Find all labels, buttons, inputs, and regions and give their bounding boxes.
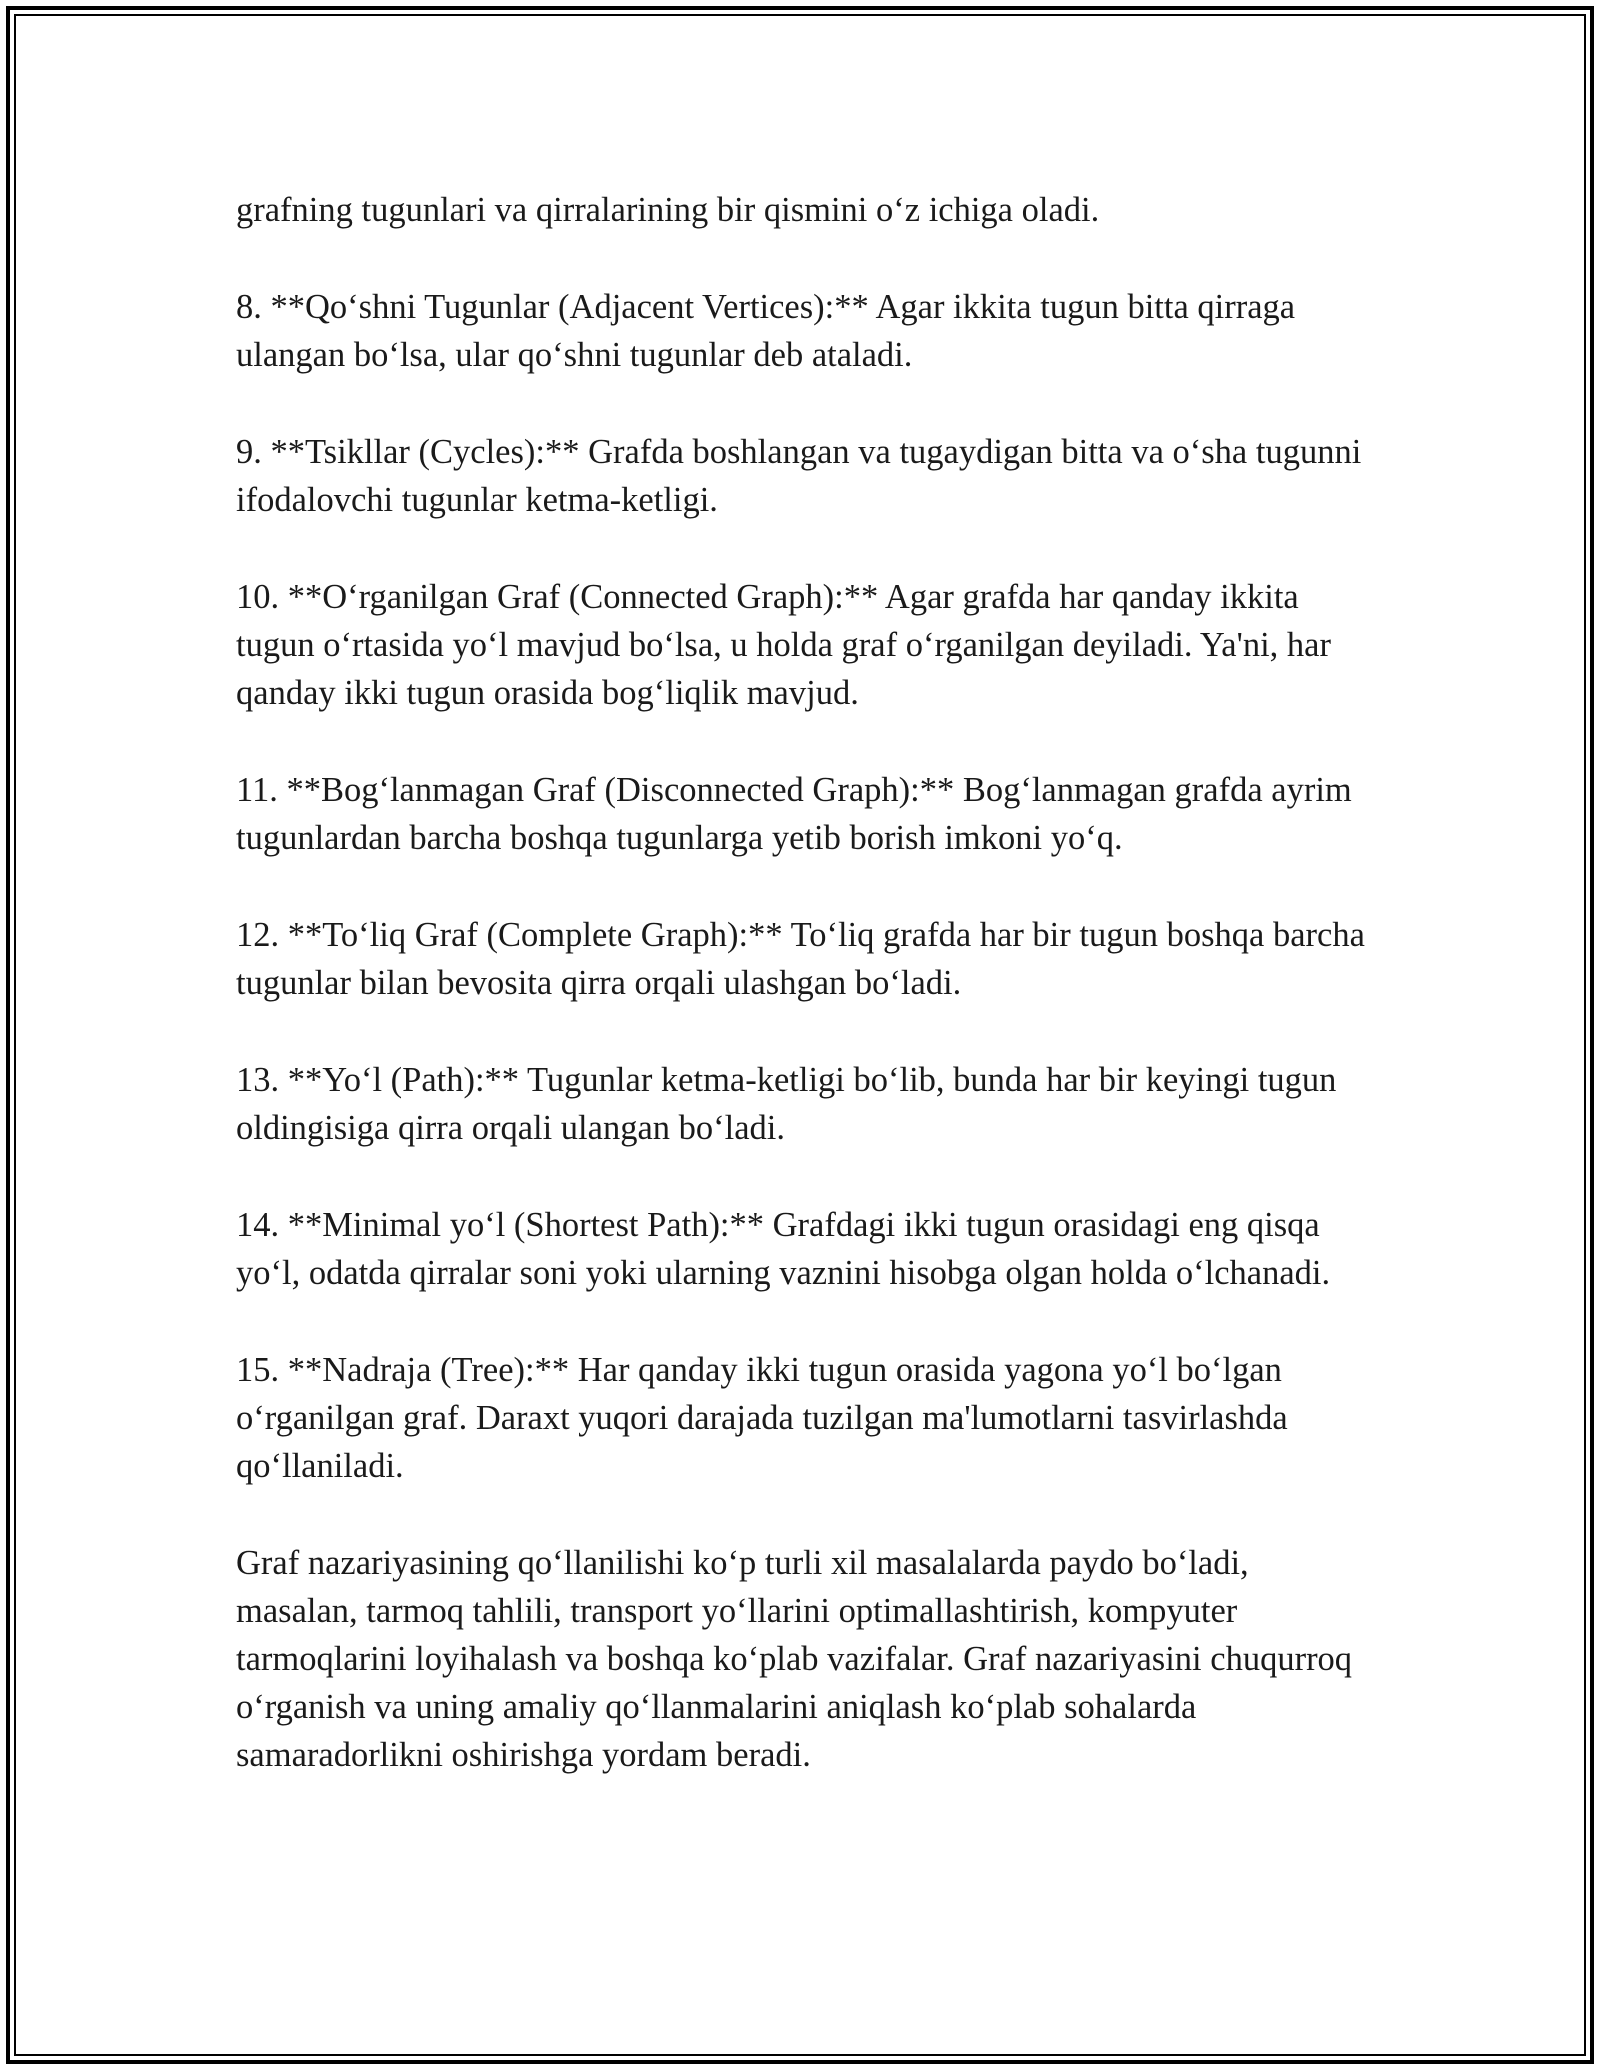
paragraph-tree: 15. **Nadraja (Tree):** Har qanday ikki tugun orasida yagona yo‘l bo‘lgan o‘rganilgan graf. Daraxt yuqori darajada tuzilgan ma'lumotlarni tasvirlashda qo‘llaniladi. <box>236 1351 1288 1485</box>
paragraph-complete-graph: 12. **To‘liq Graf (Complete Graph):** To‘liq grafda har bir tugun boshqa barcha tugunlar bilan bevosita qirra orqali ulashgan bo‘ladi. <box>236 916 1365 1002</box>
paragraph-path: 13. **Yo‘l (Path):** Tugunlar ketma-ketligi bo‘lib, bunda har bir keyingi tugun oldingisiga qirra orqali ulangan bo‘ladi. <box>236 1061 1337 1147</box>
paragraph-disconnected-graph: 11. **Bog‘lanmagan Graf (Disconnected Graph):** Bog‘lanmagan grafda ayrim tugunlardan barcha boshqa tugunlarga yetib borish imkoni yo‘q. <box>236 771 1352 857</box>
paragraph-adjacent-vertices: 8. **Qo‘shni Tugunlar (Adjacent Vertices):** Agar ikkita tugun bitta qirraga ulangan bo‘lsa, ular qo‘shni tugunlar deb ataladi. <box>236 288 1296 374</box>
paragraph-cycles: 9. **Tsikllar (Cycles):** Grafda boshlangan va tugaydigan bitta va o‘sha tugunni ifodalovchi tugunlar ketma-ketligi. <box>236 433 1362 519</box>
paragraph-shortest-path: 14. **Minimal yo‘l (Shortest Path):** Grafdagi ikki tugun orasidagi eng qisqa yo‘l, odatda qirralar soni yoki ularning vaznini hisobga olgan holda o‘lchanadi. <box>236 1206 1331 1292</box>
document-body <box>236 186 1366 1828</box>
paragraph-continuation: grafning tugunlari va qirralarining bir qismini o‘z ichiga oladi. <box>236 191 1100 229</box>
paragraph-conclusion: Graf nazariyasining qo‘llanilishi ko‘p turli xil masalalarda paydo bo‘ladi, masalan, tarmoq tahlili, transport yo‘llarini optimallashtirish, kompyuter tarmoqlarini loyihalash va boshqa ko‘plab vazifalar. Graf nazariyasini chuqurroq o‘rganish va uning amaliy qo‘llanmalarini aniqlash ko‘plab sohalarda samaradorlikni oshirishga yordam beradi. <box>236 1544 1353 1774</box>
paragraph-connected-graph: 10. **O‘rganilgan Graf (Connected Graph):** Agar grafda har qanday ikkita tugun o‘rtasida yo‘l mavjud bo‘lsa, u holda graf o‘rganilgan deyiladi. Ya'ni, har qanday ikki tugun orasida bog‘liqlik mavjud. <box>236 578 1331 712</box>
